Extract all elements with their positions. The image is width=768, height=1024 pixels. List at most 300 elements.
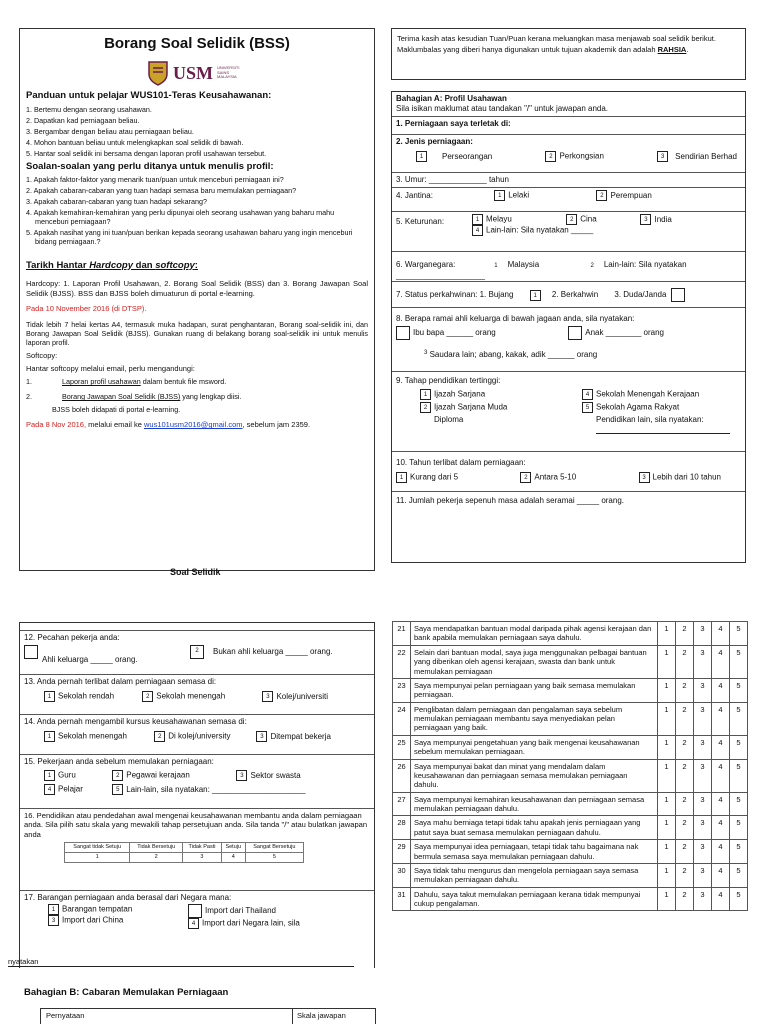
option-label: Perseorangan <box>442 151 493 161</box>
statement-text: Saya mempunyai idea perniagaan, tetapi tidak tahu bagaimana nak bermula semasa saya memulakan perniagaan dahulu. <box>411 840 658 864</box>
option-label: Guru <box>58 770 76 780</box>
statement-text: Saya mempunyai kemahiran keusahawanan dan perniagaan semasa memulakan perniagaan dahulu. <box>411 792 658 816</box>
email-link[interactable]: wus101usm2016@gmail.com <box>144 420 243 430</box>
profile-heading: Soalan-soalan yang perlu ditanya untuk menulis profil: <box>26 160 274 172</box>
statement-header: Pernyataan <box>41 1009 293 1024</box>
q5-option[interactable] <box>472 214 564 225</box>
option-label: Import dari Thailand <box>205 906 276 916</box>
option-label: Sekolah Menengah Kerajaan <box>596 389 700 399</box>
option-label: Kurang dari 5 <box>410 472 459 482</box>
checkbox-icon[interactable]: 2 <box>520 472 531 483</box>
q10-option[interactable] <box>396 472 458 483</box>
checkbox-icon[interactable]: 1 <box>44 691 55 702</box>
scale-option[interactable]: 2 <box>676 759 694 792</box>
q16-row <box>20 809 374 891</box>
item-rest: yang lengkap diisi. <box>180 392 242 402</box>
scale-option[interactable]: 5 <box>730 622 748 646</box>
item-number: 23 <box>393 678 411 702</box>
scale-option[interactable]: 5 <box>730 759 748 792</box>
scale-option[interactable]: 4 <box>712 887 730 911</box>
list-item: 1. Bertemu dengan seorang usahawan. <box>26 104 152 114</box>
scale-option[interactable]: 1 <box>658 816 676 840</box>
q15-label: 15. Pekerjaan anda sebelum memulakan perniagaan: <box>24 757 214 766</box>
q4-option[interactable] <box>494 190 594 201</box>
scale-option[interactable]: 2 <box>676 735 694 759</box>
checkbox-icon[interactable] <box>568 326 582 340</box>
guide-panel <box>19 28 375 571</box>
q9-option[interactable] <box>582 415 730 425</box>
option-label: Lelaki <box>508 190 530 200</box>
option-label: Malaysia <box>507 260 540 269</box>
option-label: Perkongsian <box>559 151 604 161</box>
submit-heading <box>26 260 368 272</box>
checkbox-icon[interactable]: 1 <box>420 389 431 400</box>
scale-option[interactable]: 3 <box>694 678 712 702</box>
section-b-table-head <box>40 1008 376 1024</box>
list-item: 5. Hantar soal selidik ini bersama dengan laporan profil usahawan tersebut. <box>26 148 267 158</box>
list-item: 2. Dapatkan kad perniagaan beliau. <box>26 115 140 125</box>
option-label: Ditempat bekerja <box>270 731 331 741</box>
section-a-title: Bahagian A: Profil Usahawan <box>396 94 507 103</box>
q9-option[interactable] <box>420 402 582 413</box>
checkbox-icon[interactable]: 5 <box>112 784 123 795</box>
scale-label: Setuju <box>221 843 245 853</box>
q7-label: 7. Status perkahwinan: 1. Bujang <box>396 290 514 300</box>
checkbox-icon[interactable]: 3 <box>236 770 247 781</box>
q17-option[interactable] <box>48 915 188 926</box>
q6-option[interactable]: 2 Lain-lain: Sila nyatakan ____________________ <box>396 260 687 280</box>
scale-option[interactable]: 1 <box>658 863 676 887</box>
checkbox-icon[interactable]: 2 <box>142 691 153 702</box>
softcopy-item <box>26 392 368 401</box>
scale-option[interactable]: 1 <box>658 622 676 646</box>
scale-option[interactable]: 4 <box>712 759 730 792</box>
scale-label: Tidak Pasti <box>183 843 222 853</box>
q17-option[interactable] <box>188 904 300 918</box>
softcopy-deadline <box>26 420 368 429</box>
q15-option[interactable] <box>236 771 300 780</box>
checkbox-icon[interactable]: 3 <box>48 915 59 926</box>
q8-row <box>392 308 745 372</box>
checkbox-icon[interactable]: 4 <box>582 389 593 400</box>
q4-option[interactable] <box>596 191 651 200</box>
likert-row <box>393 863 748 887</box>
statement-text: Saya mendapatkan bantuan modal daripada pihak agensi kerajaan dan bank apabila memulakan perniagaan saya dahulu. <box>411 622 658 646</box>
q5-label: 5. Keturunan: <box>396 217 445 226</box>
q8-option[interactable] <box>396 326 566 340</box>
list-item: 3. Bergambar dengan beliau atau perniagaan beliau. <box>26 126 194 136</box>
scale-option[interactable]: 2 <box>676 792 694 816</box>
likert-row <box>393 678 748 702</box>
item-number: 27 <box>393 792 411 816</box>
q7-option[interactable]: 3. Duda/Janda <box>614 290 667 300</box>
softcopy-text: Hantar softcopy melalui email, perlu mengandungi: <box>26 363 195 373</box>
checkbox-icon[interactable]: 3 <box>262 691 273 702</box>
option-label: Sektor swasta <box>250 770 301 780</box>
q14-label: 14. Anda pernah mengambil kursus keusahawanan semasa di: <box>24 717 247 726</box>
checkbox-icon[interactable]: 2 <box>190 645 204 659</box>
option-label: Kolej/universiti <box>276 691 329 701</box>
intro-end: . <box>686 45 689 55</box>
scale-option[interactable]: 5 <box>245 853 303 863</box>
scale-option[interactable]: 1 <box>658 840 676 864</box>
checkbox-icon[interactable]: 4 <box>188 918 199 929</box>
option-label: Melayu <box>486 214 512 224</box>
item-number: 25 <box>393 735 411 759</box>
option-label: Sekolah Agama Rakyat <box>596 402 680 412</box>
footer-caption: Soal Selidik <box>170 567 221 577</box>
agreement-scale <box>64 842 304 863</box>
scale-option[interactable]: 4 <box>712 863 730 887</box>
intro-bold: RAHSIA <box>657 45 687 55</box>
likert-row <box>393 645 748 678</box>
softcopy-label: Softcopy: <box>26 350 58 360</box>
scale-option[interactable]: 3 <box>694 645 712 678</box>
checkbox-icon[interactable]: 1 <box>472 214 483 225</box>
option-label: Import dari China <box>62 915 124 925</box>
likert-panel <box>392 621 748 911</box>
intro-text: Terima kasih atas kesudian Tuan/Puan kerana meluangkan masa menjawab soal selidik berikut. Maklumbalas yang diberi hanya digunakan untuk tujuan akademik dan adalah <box>397 34 716 55</box>
item-text: Borang Jawapan Soal Selidik (BJSS) <box>62 392 181 402</box>
q2-option[interactable] <box>416 151 492 162</box>
checkbox-icon[interactable]: 3 <box>639 472 650 483</box>
scale-option[interactable]: 5 <box>730 863 748 887</box>
scale-option[interactable]: 4 <box>712 622 730 646</box>
checkbox-icon[interactable]: 2 <box>566 214 577 225</box>
likert-row <box>393 816 748 840</box>
scale-option[interactable]: 3 <box>694 759 712 792</box>
q12-option[interactable] <box>190 645 333 669</box>
q2-label: 2. Jenis perniagaan: <box>396 137 473 146</box>
item-num: 2. <box>26 392 32 402</box>
option-label: Pelajar <box>58 784 83 794</box>
checkbox-icon[interactable]: 4 <box>44 784 55 795</box>
checkbox-icon[interactable] <box>188 904 202 918</box>
checkbox-icon[interactable]: 2 <box>420 402 431 413</box>
q13-row <box>20 675 374 715</box>
checkbox-icon[interactable]: 3 <box>657 151 668 162</box>
scale-option[interactable]: 1 <box>658 759 676 792</box>
section-a-panel <box>391 91 746 563</box>
scale-label: Sangat tidak Setuju <box>65 843 130 853</box>
statement-text: Saya mahu berniaga tetapi tidak tahu apakah jenis perniagaan yang patut saya buat semasa memulakan perniagaan dahulu. <box>411 816 658 840</box>
guide-heading: Panduan untuk pelajar WUS101-Teras Keusahawanan: <box>26 89 272 101</box>
underline-field[interactable] <box>596 433 730 434</box>
option-label: Lebih dari 10 tahun <box>652 472 721 482</box>
q15-row <box>20 755 374 809</box>
option-label: Bukan ahli keluarga _____ orang. <box>213 647 333 657</box>
list-item: 4. Apakah kemahiran-kemahiran yang perlu dipunyai oleh seorang usahawan yang baharu mahu menceburi perniagaan? <box>26 207 335 226</box>
scale-option[interactable]: 2 <box>676 863 694 887</box>
list-item: 5. Apakah nasihat yang ini tuan/puan berikan kepada seorang usahawan baharu yang ingin menceburi bidang perniagaan.? <box>26 227 353 246</box>
scale-option[interactable]: 5 <box>730 735 748 759</box>
checkbox-icon[interactable]: 5 <box>582 402 593 413</box>
scale-option[interactable]: 4 <box>712 792 730 816</box>
item-number: 22 <box>393 645 411 678</box>
statement-text: Saya mempunyai pelan perniagaan yang baik semasa memulakan perniagaan. <box>411 678 658 702</box>
scale-option[interactable]: 3 <box>694 863 712 887</box>
section-a-sub: Sila isikan maklumat atau tandakan "/" untuk jawapan anda. <box>396 104 609 113</box>
q15-option[interactable] <box>112 785 305 794</box>
q12-option[interactable] <box>24 645 190 669</box>
q10-label: 10. Tahun terlibat dalam perniagaan: <box>396 458 526 467</box>
q6-label: 6. Warganegara: <box>396 260 456 269</box>
profile-question-list <box>26 175 368 246</box>
option-label: Ijazah Sarjana Muda <box>434 402 508 412</box>
scale-option[interactable]: 1 <box>658 645 676 678</box>
checkbox-icon[interactable]: 1 <box>530 290 541 301</box>
item-rest: dalam bentuk file msword. <box>140 377 227 387</box>
scale-option[interactable]: 5 <box>730 840 748 864</box>
scale-option[interactable]: 4 <box>221 853 245 863</box>
q8-option[interactable] <box>568 328 664 337</box>
option-label: Pendidikan lain, sila nyatakan: <box>596 415 704 424</box>
softcopy-date: Pada 8 Nov 2016, <box>26 420 87 430</box>
option-label: Di kolej/university <box>168 731 231 741</box>
q14-option[interactable] <box>154 731 254 742</box>
checkbox-icon[interactable] <box>671 288 685 302</box>
q14-option[interactable] <box>256 732 330 741</box>
likert-row <box>393 840 748 864</box>
scale-option[interactable]: 5 <box>730 645 748 678</box>
option-label: Cina <box>580 214 597 224</box>
q9-option[interactable] <box>582 402 730 413</box>
q12-label: 12. Pecahan pekerja anda: <box>24 633 120 642</box>
submit-heading-c: dan <box>133 259 156 271</box>
item-number: 31 <box>393 887 411 911</box>
scale-option[interactable]: 3 <box>183 853 222 863</box>
q2-option[interactable] <box>545 151 603 162</box>
q5-option[interactable] <box>640 215 671 224</box>
item-number: 24 <box>393 702 411 735</box>
option-label: Lain-lain: Sila nyatakan ____________________ <box>396 260 687 280</box>
q5-option[interactable] <box>472 225 672 236</box>
item-number: 29 <box>393 840 411 864</box>
q17-tail: nyatakan <box>8 957 354 967</box>
hardcopy-date: Pada 10 November 2016 (di DTSP). <box>26 304 147 314</box>
checkbox-icon[interactable]: 2 <box>596 190 607 201</box>
q10-row <box>392 452 745 492</box>
scale-option[interactable]: 3 <box>694 792 712 816</box>
option-label: Import dari Negara lain, sila <box>202 918 300 928</box>
university-crest-icon <box>147 60 169 86</box>
scale-option[interactable]: 2 <box>676 840 694 864</box>
checkbox-icon[interactable]: 3 <box>256 731 267 742</box>
statement-text: Dahulu, saya takut memulakan perniagaan kerana tidak mempunyai cukup pengalaman. <box>411 887 658 911</box>
scale-option[interactable]: 5 <box>730 792 748 816</box>
scale-option[interactable]: 4 <box>712 735 730 759</box>
scale-option[interactable]: 5 <box>730 702 748 735</box>
list-item: 2. Apakah cabaran-cabaran yang tuan hadapi semasa baru memulakan perniagaan? <box>26 185 297 195</box>
logo-wordmark: USM <box>173 62 213 83</box>
scale-option[interactable]: 1 <box>658 792 676 816</box>
option-label: Ijazah Sarjana <box>434 389 486 399</box>
item-number: 30 <box>393 863 411 887</box>
guide-list <box>26 105 368 158</box>
scale-option[interactable]: 4 <box>712 702 730 735</box>
option-label: Anak ________ orang <box>585 328 664 338</box>
q15-option[interactable] <box>44 784 110 795</box>
checkbox-icon[interactable]: 1 <box>416 151 427 162</box>
checkbox-icon[interactable]: 2 <box>112 770 123 781</box>
item-number: 21 <box>393 622 411 646</box>
q6-option[interactable]: 1 Malaysia <box>494 260 540 269</box>
scale-label: Tidak Bersetuju <box>130 843 183 853</box>
q11-row: 11. Jumlah pekerja sepenuh masa adalah seramai _____ orang. <box>396 496 624 505</box>
list-item: 4. Mohon bantuan beliau untuk melengkapkan soal selidik di bawah. <box>26 137 244 147</box>
likert-row <box>393 702 748 735</box>
option-label: Barangan tempatan <box>62 904 133 914</box>
q16-label: 16. Pendidikan atau pendedahan awal mengenai keusahawanan membantu anda dalam perniagaan anda. Sila pilih satu skala yang mewakili tahap persetujuan anda. Sila tanda "/" atau bulatkan jawapan anda <box>24 811 368 839</box>
submit-heading-d: softcopy <box>155 259 195 271</box>
scale-option[interactable]: 5 <box>730 887 748 911</box>
scale-option[interactable]: 5 <box>730 678 748 702</box>
q9-option[interactable]: Diploma <box>434 415 464 424</box>
likert-row <box>393 759 748 792</box>
section-a-header <box>392 92 745 117</box>
bjss-note: BJSS boleh didapati di portal e-learning. <box>52 405 181 415</box>
submit-heading-e: : <box>194 259 198 271</box>
statement-text: Saya tidak tahu mengurus dan mengelola perniagaan saya semasa memulakan perniagaan dahulu. <box>411 863 658 887</box>
option-label: India <box>654 214 672 224</box>
scale-option[interactable]: 2 <box>676 816 694 840</box>
q8-label: 8. Berapa ramai ahli keluarga di bawah jagaan anda, sila nyatakan: <box>396 314 635 323</box>
option-label: Perempuan <box>610 190 652 200</box>
scale-option[interactable]: 3 <box>694 622 712 646</box>
checkbox-icon[interactable]: 2 <box>154 731 165 742</box>
q9-option[interactable] <box>582 389 730 400</box>
scale-option[interactable]: 4 <box>712 816 730 840</box>
scale-option[interactable]: 3 <box>694 887 712 911</box>
checkbox-icon[interactable]: 2 <box>545 151 556 162</box>
usm-logo <box>26 60 368 86</box>
q17-option[interactable] <box>48 904 188 915</box>
q9-row <box>392 372 745 452</box>
q2-row <box>392 135 745 173</box>
checkbox-icon[interactable]: 4 <box>472 225 483 236</box>
q5-option[interactable] <box>566 214 638 225</box>
likert-row <box>393 792 748 816</box>
checkbox-icon[interactable]: 1 <box>396 472 407 483</box>
q14-option[interactable] <box>44 731 152 742</box>
option-label: Lain-lain, sila nyatakan: _____________________ <box>126 784 306 794</box>
section-b-title: Bahagian B: Cabaran Memulakan Perniagaan <box>24 987 229 998</box>
form-title: Borang Soal Selidik (BSS) <box>104 35 290 52</box>
option-label: Saudara lain; abang, kakak, adik ______ orang <box>429 350 598 359</box>
checkbox-icon[interactable]: 1 <box>44 731 55 742</box>
option-label: Sendirian Berhad <box>675 151 737 161</box>
q2-option[interactable] <box>657 151 737 162</box>
scale-option[interactable]: 5 <box>730 816 748 840</box>
scale-option[interactable]: 1 <box>658 887 676 911</box>
scale-option[interactable]: 2 <box>676 645 694 678</box>
q9-option[interactable] <box>420 389 582 400</box>
likert-table <box>392 621 748 911</box>
likert-row <box>393 887 748 911</box>
checkbox-icon[interactable]: 1 <box>494 190 505 201</box>
q15-option[interactable] <box>44 770 110 781</box>
softcopy-mid: melalui email ke <box>86 420 144 430</box>
scale-option[interactable]: 1 <box>658 702 676 735</box>
logo-subtitle: UNIVERSITI SAINS MALAYSIA <box>217 65 240 79</box>
scale-option[interactable]: 2 <box>676 678 694 702</box>
scale-header: Skala jawapan <box>297 1011 346 1020</box>
option-label: Ahli keluarga _____ orang. <box>42 655 138 664</box>
likert-row <box>393 735 748 759</box>
option-label: Pegawai kerajaan <box>126 770 190 780</box>
scale-option[interactable]: 4 <box>712 645 730 678</box>
scale-option[interactable]: 3 <box>694 816 712 840</box>
list-item: 3. Apakah cabaran-cabaran yang tuan hadapi sekarang? <box>26 196 208 206</box>
scale-option[interactable]: 1 <box>658 678 676 702</box>
q4-label: 4. Jantina: <box>396 190 433 200</box>
scale-option[interactable]: 2 <box>130 853 183 863</box>
scale-option[interactable]: 2 <box>676 887 694 911</box>
scale-option[interactable]: 3 <box>694 702 712 735</box>
q13-label: 13. Anda pernah terlibat dalam perniagaan semasa di: <box>24 677 217 686</box>
q15-option[interactable] <box>112 770 234 781</box>
q6-row <box>392 252 745 282</box>
softcopy-end: , sebelum jam 2359. <box>242 420 311 430</box>
option-label: Sekolah menengah <box>58 731 127 741</box>
profile-continued-panel <box>19 622 375 968</box>
q17-option[interactable] <box>188 918 300 929</box>
q1-row: 1. Perniagaan saya terletak di: <box>392 117 745 135</box>
scale-option[interactable]: 4 <box>712 840 730 864</box>
softcopy-item <box>26 377 368 386</box>
option-label: Lain-lain: Sila nyatakan _____ <box>486 225 594 235</box>
scale-option[interactable]: 4 <box>712 678 730 702</box>
item-number: 26 <box>393 759 411 792</box>
q10-option[interactable] <box>520 472 576 483</box>
scale-option[interactable]: 2 <box>676 702 694 735</box>
q13-option[interactable] <box>44 691 140 702</box>
item-num: 1. <box>26 377 32 387</box>
q12-row <box>20 631 374 675</box>
checkbox-icon[interactable]: 1 <box>44 770 55 781</box>
q10-option[interactable] <box>639 472 722 483</box>
q5-row <box>392 212 745 252</box>
q13-option[interactable] <box>262 692 328 701</box>
scale-option[interactable]: 2 <box>676 622 694 646</box>
checkbox-icon[interactable]: 3 <box>640 214 651 225</box>
statement-text: Saya mempunyai pengetahuan yang baik mengenai keusahawanan sebelum memulakan perniagaan. <box>411 735 658 759</box>
hardcopy-note: Tidak lebih 7 helai kertas A4, termasuk muka hadapan, surat penghantaran, Borang soal-selidik ini, dan Borang Jawapan Soal Selidik (BJSS). Gunakan ruang di belakang borang soal-selidik ini untuk menulis laporan profil. <box>26 319 368 347</box>
hardcopy-text: Hardcopy: 1. Laporan Profil Usahawan, 2. Borang Soal Selidik (BSS) dan 3. Borang Jawapan Soal Selidik (BJSS). BSS dan BJSS boleh dimuaturun di portal e-learning. <box>26 279 368 298</box>
q8-option[interactable]: $^3$ Saudara lain; abang, kakak, adik ______ orang <box>424 350 598 359</box>
q4-row <box>392 188 745 212</box>
item-text: Laporan profil usahawan <box>62 377 141 387</box>
scale-option[interactable]: 1 <box>658 735 676 759</box>
scale-option[interactable]: 1 <box>65 853 130 863</box>
checkbox-icon[interactable] <box>396 326 410 340</box>
q3-row: 3. Umur: _____________ tahun <box>392 173 745 188</box>
q13-option[interactable] <box>142 691 260 702</box>
scale-option[interactable]: 3 <box>694 840 712 864</box>
option-label: Antara 5-10 <box>534 472 577 482</box>
scale-option[interactable]: 3 <box>694 735 712 759</box>
scale-label: Sangat Bersetuju <box>245 843 303 853</box>
intro-box <box>391 28 746 80</box>
list-item: 1. Apakah faktor-faktor yang menarik tuan/puan untuk menceburi perniagaan ini? <box>26 174 284 184</box>
q7-option[interactable]: 2. Berkahwin <box>551 290 599 300</box>
checkbox-icon[interactable]: 1 <box>48 904 59 915</box>
q17-label: 17. Barangan perniagaan anda berasal dari Negara mana: <box>24 893 232 902</box>
statement-text: Saya mempunyai bakat dan minat yang mendalam dalam keusahawanan dan perniagaan semasa memulakan perniagaan dahulu. <box>411 759 658 792</box>
q14-row <box>20 715 374 755</box>
submit-heading-b: Hardcopy <box>89 259 134 271</box>
option-label: Sekolah rendah <box>58 691 115 701</box>
